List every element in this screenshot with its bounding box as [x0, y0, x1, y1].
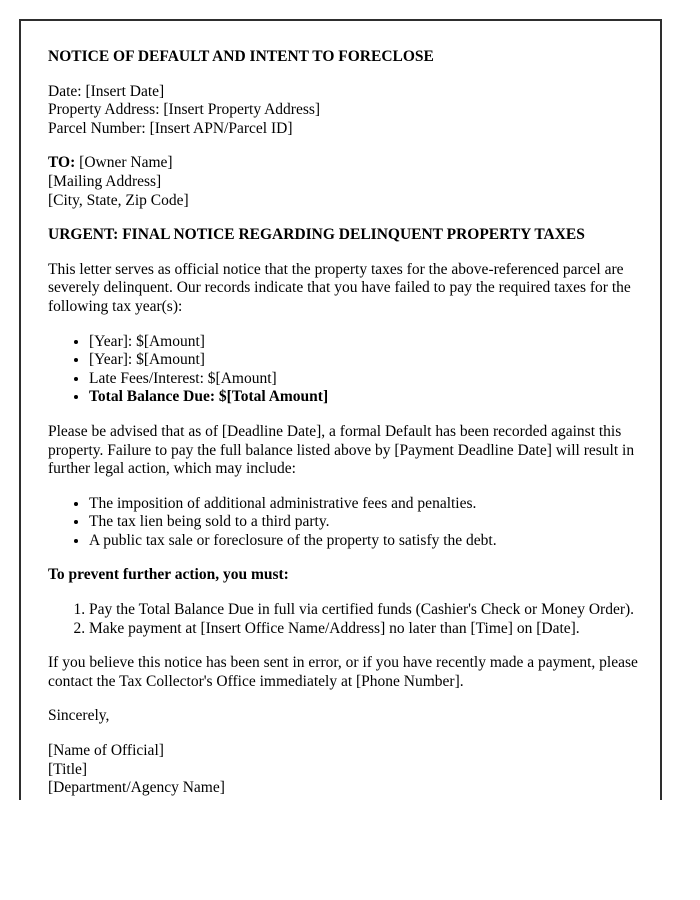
official-title-line: [Title] [48, 760, 88, 778]
letter-title: NOTICE OF DEFAULT AND INTENT TO FORECLOSE [48, 48, 434, 65]
prevent-action-heading: To prevent further action, you must: [48, 566, 289, 584]
required-steps-list [48, 601, 644, 638]
total-balance-item: • Total Balance Due: $[Total Amount] [89, 388, 644, 407]
list-item: • A public tax sale or foreclosure of the property to satisfy the debt. [89, 532, 644, 551]
list-item: • The tax lien being sold to a third party. [89, 513, 644, 532]
official-name-line: [Name of Official] [48, 742, 164, 760]
closing-line: Sincerely, [48, 707, 110, 725]
intro-paragraph: This letter serves as official notice that the property taxes for the above-referenced parcel are severely delinquent. Our records indicate that you have failed to pay the required taxes for the following tax year(s): [48, 260, 631, 315]
tax-year-list [48, 333, 644, 407]
list-item: • Late Fees/Interest: $[Amount] [89, 370, 644, 389]
property-address-line: Property Address: [Insert Property Address] [48, 101, 321, 119]
owner-name: [Owner Name] [79, 154, 173, 172]
to-label: TO: [48, 154, 76, 172]
parcel-number-line: Parcel Number: [Insert APN/Parcel ID] [48, 119, 293, 137]
mailing-address-line: [Mailing Address] [48, 172, 162, 190]
date-line: Date: [Insert Date] [48, 82, 165, 100]
recipient-to-line [48, 154, 644, 173]
signature-block [48, 742, 644, 798]
list-item: • [Year]: $[Amount] [89, 351, 644, 370]
list-item: • The imposition of additional administrative fees and penalties. [89, 495, 644, 514]
recipient-block [48, 154, 644, 210]
default-paragraph: Please be advised that as of [Deadline Date], a formal Default has been recorded against this property. Failure to pay the full balance listed above by [Payment Deadline Date] will result in further legal action, which may include: [48, 422, 635, 478]
list-item: 1. Pay the Total Balance Due in full via certified funds (Cashier's Check or Money Order). [89, 601, 644, 620]
error-contact-paragraph: If you believe this notice has been sent in error, or if you have recently made a payment, please contact the Tax Collector's Office immediately at [Phone Number]. [48, 654, 638, 690]
letter-document [19, 19, 662, 800]
department-line: [Department/Agency Name] [48, 779, 225, 797]
city-state-zip-line: [City, State, Zip Code] [48, 191, 189, 209]
list-item: 2. Make payment at [Insert Office Name/Address] no later than [Time] on [Date]. [89, 620, 644, 639]
list-item: • [Year]: $[Amount] [89, 333, 644, 352]
urgent-heading: URGENT: FINAL NOTICE REGARDING DELINQUENT PROPERTY TAXES [48, 226, 585, 244]
consequences-list [48, 495, 644, 551]
meta-block [48, 83, 644, 139]
